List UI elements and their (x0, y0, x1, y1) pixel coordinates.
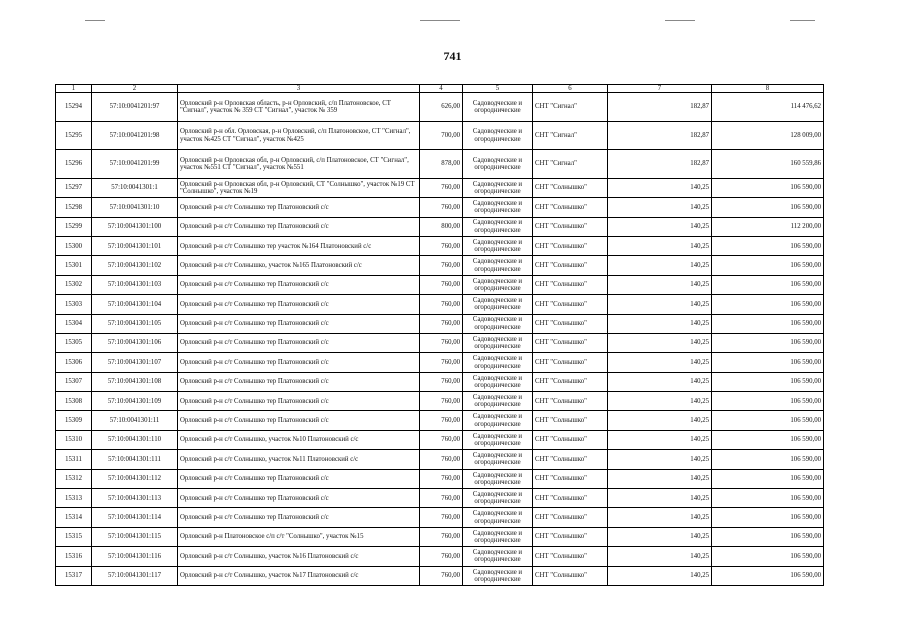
column-header: 1 (56, 85, 92, 93)
cadastral-number: 57:10:0041301:102 (92, 256, 178, 275)
row-number: 15314 (56, 508, 92, 527)
address-cell: Орловский р-н с/т Солнышко тер Платоновский с/с (178, 314, 420, 333)
organization-cell: СНТ "Солнышко" (533, 256, 608, 275)
table-row (56, 314, 824, 333)
address-cell: Орловский р-н с/т Солнышко, участок №16 Платоновский с/с (178, 547, 420, 566)
organization-cell: СНТ "Солнышко" (533, 411, 608, 430)
column-header: 3 (178, 85, 420, 93)
address-cell: Орловский р-н с/т Солнышко тер участок №164 Платоновский с/с (178, 236, 420, 255)
column-header: 8 (712, 85, 824, 93)
organization-cell: СНТ "Солнышко" (533, 489, 608, 508)
table-row (56, 217, 824, 236)
row-number: 15303 (56, 295, 92, 314)
land-use-cell: Садоводческие и огороднические (463, 256, 533, 275)
address-cell: Орловский р-н с/т Солнышко тер Платоновский с/с (178, 198, 420, 217)
row-number: 15310 (56, 430, 92, 449)
address-cell: Орловский р-н с/т Солнышко, участок №10 Платоновский с/с (178, 430, 420, 449)
organization-cell: СНТ "Солнышко" (533, 547, 608, 566)
area-cell: 760,00 (420, 547, 463, 566)
organization-cell: СНТ "Солнышко" (533, 295, 608, 314)
cadastral-value-cell: 106 590,00 (712, 489, 824, 508)
land-use-cell: Садоводческие и огороднические (463, 295, 533, 314)
row-number: 15315 (56, 527, 92, 546)
cadastral-number: 57:10:0041301:10 (92, 198, 178, 217)
cadastral-value-cell: 106 590,00 (712, 372, 824, 391)
row-number: 15305 (56, 333, 92, 352)
area-cell: 760,00 (420, 372, 463, 391)
land-use-cell: Садоводческие и огороднические (463, 121, 533, 150)
cadastral-value-cell: 106 590,00 (712, 198, 824, 217)
organization-cell: СНТ "Сигнал" (533, 150, 608, 179)
cadastral-number: 57:10:0041301:110 (92, 430, 178, 449)
row-number: 15297 (56, 178, 92, 197)
organization-cell: СНТ "Солнышко" (533, 314, 608, 333)
area-cell: 760,00 (420, 508, 463, 527)
cadastral-number: 57:10:0041301:100 (92, 217, 178, 236)
rate-cell: 140,25 (608, 236, 712, 255)
table-row (56, 295, 824, 314)
area-cell: 760,00 (420, 198, 463, 217)
cadastral-number: 57:10:0041201:99 (92, 150, 178, 179)
scan-artifact-line (420, 20, 460, 21)
row-number: 15296 (56, 150, 92, 179)
rate-cell: 140,25 (608, 314, 712, 333)
cadastral-value-cell: 106 590,00 (712, 333, 824, 352)
organization-cell: СНТ "Солнышко" (533, 236, 608, 255)
address-cell: Орловский р-н с/т Солнышко, участок №165 Платоновский с/с (178, 256, 420, 275)
area-cell: 760,00 (420, 256, 463, 275)
address-cell: Орловский р-н с/т Солнышко тер Платоновский с/с (178, 489, 420, 508)
row-number: 15307 (56, 372, 92, 391)
rate-cell: 140,25 (608, 469, 712, 488)
cadastral-number: 57:10:0041301:107 (92, 353, 178, 372)
area-cell: 760,00 (420, 450, 463, 469)
row-number: 15300 (56, 236, 92, 255)
land-registry-table (55, 84, 824, 586)
table-row (56, 150, 824, 179)
address-cell: Орловский р-н с/т Солнышко тер Платоновский с/с (178, 469, 420, 488)
area-cell: 760,00 (420, 527, 463, 546)
address-cell: Орловский р-н обл. Орловская, р-н Орловский, с/п Платоновское, СТ "Сигнал", участок №425 СТ "Сигнал", участок №425 (178, 121, 420, 150)
cadastral-value-cell: 106 590,00 (712, 547, 824, 566)
address-cell: Орловский р-н с/т Солнышко тер Платоновский с/с (178, 353, 420, 372)
cadastral-number: 57:10:0041201:98 (92, 121, 178, 150)
table-row (56, 547, 824, 566)
table-row (56, 489, 824, 508)
organization-cell: СНТ "Солнышко" (533, 508, 608, 527)
table-row (56, 121, 824, 150)
cadastral-number: 57:10:0041301:103 (92, 275, 178, 294)
address-cell: Орловский р-н с/т Солнышко тер Платоновский с/с (178, 372, 420, 391)
rate-cell: 140,25 (608, 547, 712, 566)
rate-cell: 140,25 (608, 508, 712, 527)
land-use-cell: Садоводческие и огороднические (463, 314, 533, 333)
table-row (56, 566, 824, 585)
rate-cell: 140,25 (608, 527, 712, 546)
land-use-cell: Садоводческие и огороднические (463, 372, 533, 391)
cadastral-number: 57:10:0041301:101 (92, 236, 178, 255)
column-header: 6 (533, 85, 608, 93)
land-use-cell: Садоводческие и огороднические (463, 469, 533, 488)
address-cell: Орловский р-н с/т Солнышко тер Платоновский с/с (178, 217, 420, 236)
row-number: 15308 (56, 392, 92, 411)
rate-cell: 140,25 (608, 372, 712, 391)
table-row (56, 508, 824, 527)
rate-cell: 140,25 (608, 217, 712, 236)
table-row (56, 353, 824, 372)
rate-cell: 140,25 (608, 295, 712, 314)
address-cell: Орловский р-н Орловская область, р-н Орловский, с/п Платоновское, СТ "Сигнал", участок № 359 СТ "Сигнал", участок № 359 (178, 93, 420, 122)
rate-cell: 140,25 (608, 198, 712, 217)
cadastral-value-cell: 106 590,00 (712, 392, 824, 411)
land-use-cell: Садоводческие и огороднические (463, 275, 533, 294)
area-cell: 760,00 (420, 566, 463, 585)
land-use-cell: Садоводческие и огороднические (463, 527, 533, 546)
cadastral-number: 57:10:0041301:108 (92, 372, 178, 391)
land-use-cell: Садоводческие и огороднические (463, 411, 533, 430)
area-cell: 760,00 (420, 333, 463, 352)
organization-cell: СНТ "Солнышко" (533, 469, 608, 488)
organization-cell: СНТ "Солнышко" (533, 372, 608, 391)
cadastral-value-cell: 112 200,00 (712, 217, 824, 236)
column-header: 2 (92, 85, 178, 93)
cadastral-value-cell: 114 476,62 (712, 93, 824, 122)
area-cell: 700,00 (420, 121, 463, 150)
rate-cell: 140,25 (608, 353, 712, 372)
table-row (56, 333, 824, 352)
table-row (56, 469, 824, 488)
address-cell: Орловский р-н с/т Солнышко тер Платоновский с/с (178, 411, 420, 430)
land-use-cell: Садоводческие и огороднические (463, 93, 533, 122)
cadastral-value-cell: 160 559,86 (712, 150, 824, 179)
row-number: 15304 (56, 314, 92, 333)
area-cell: 760,00 (420, 392, 463, 411)
area-cell: 760,00 (420, 178, 463, 197)
cadastral-number: 57:10:0041301:116 (92, 547, 178, 566)
rate-cell: 140,25 (608, 566, 712, 585)
cadastral-number: 57:10:0041301:112 (92, 469, 178, 488)
cadastral-value-cell: 106 590,00 (712, 295, 824, 314)
address-cell: Орловский р-н с/т Солнышко, участок №17 Платоновский с/с (178, 566, 420, 585)
cadastral-value-cell: 106 590,00 (712, 178, 824, 197)
scan-artifact-line (665, 20, 695, 21)
organization-cell: СНТ "Сигнал" (533, 93, 608, 122)
column-number-header-row (56, 85, 824, 93)
address-cell: Орловский р-н Орловская обл, р-н Орловский, с/п Платоновское, СТ "Сигнал", участок №551 СТ "Сигнал", участок №551 (178, 150, 420, 179)
rate-cell: 140,25 (608, 256, 712, 275)
rate-cell: 182,87 (608, 121, 712, 150)
cadastral-number: 57:10:0041301:114 (92, 508, 178, 527)
organization-cell: СНТ "Солнышко" (533, 566, 608, 585)
land-use-cell: Садоводческие и огороднические (463, 333, 533, 352)
area-cell: 760,00 (420, 469, 463, 488)
address-cell: Орловский р-н с/т Солнышко тер Платоновский с/с (178, 392, 420, 411)
row-number: 15301 (56, 256, 92, 275)
cadastral-value-cell: 106 590,00 (712, 566, 824, 585)
land-use-cell: Садоводческие и огороднические (463, 392, 533, 411)
cadastral-number: 57:10:0041301:113 (92, 489, 178, 508)
table-row (56, 275, 824, 294)
rate-cell: 140,25 (608, 275, 712, 294)
land-use-cell: Садоводческие и огороднические (463, 150, 533, 179)
cadastral-number: 57:10:0041301:117 (92, 566, 178, 585)
address-cell: Орловский р-н с/т Солнышко тер Платоновский с/с (178, 295, 420, 314)
area-cell: 760,00 (420, 275, 463, 294)
cadastral-number: 57:10:0041301:111 (92, 450, 178, 469)
area-cell: 760,00 (420, 314, 463, 333)
land-use-cell: Садоводческие и огороднические (463, 353, 533, 372)
organization-cell: СНТ "Солнышко" (533, 353, 608, 372)
scan-artifact-line (790, 20, 815, 21)
land-use-cell: Садоводческие и огороднические (463, 198, 533, 217)
table-row (56, 430, 824, 449)
address-cell: Орловский р-н с/т Солнышко тер Платоновский с/с (178, 275, 420, 294)
cadastral-value-cell: 106 590,00 (712, 236, 824, 255)
address-cell: Орловский р-н Орловская обл, р-н Орловский, СТ "Солнышко", участок №19 СТ "Солнышко", участок №19 (178, 178, 420, 197)
cadastral-value-cell: 106 590,00 (712, 527, 824, 546)
column-header: 5 (463, 85, 533, 93)
address-cell: Орловский р-н с/т Солнышко тер Платоновский с/с (178, 508, 420, 527)
row-number: 15294 (56, 93, 92, 122)
area-cell: 760,00 (420, 411, 463, 430)
cadastral-value-cell: 106 590,00 (712, 508, 824, 527)
column-header: 4 (420, 85, 463, 93)
organization-cell: СНТ "Солнышко" (533, 217, 608, 236)
organization-cell: СНТ "Солнышко" (533, 275, 608, 294)
table-row (56, 450, 824, 469)
cadastral-value-cell: 106 590,00 (712, 430, 824, 449)
table-row (56, 178, 824, 197)
rate-cell: 182,87 (608, 150, 712, 179)
row-number: 15312 (56, 469, 92, 488)
land-use-cell: Садоводческие и огороднические (463, 547, 533, 566)
table-row (56, 93, 824, 122)
area-cell: 760,00 (420, 430, 463, 449)
cadastral-number: 57:10:0041301:105 (92, 314, 178, 333)
land-use-cell: Садоводческие и огороднические (463, 430, 533, 449)
address-cell: Орловский р-н Платоновское с/п с/т "Солнышко", участок №15 (178, 527, 420, 546)
land-use-cell: Садоводческие и огороднические (463, 450, 533, 469)
cadastral-value-cell: 106 590,00 (712, 469, 824, 488)
rate-cell: 140,25 (608, 392, 712, 411)
cadastral-value-cell: 128 009,00 (712, 121, 824, 150)
organization-cell: СНТ "Солнышко" (533, 450, 608, 469)
cadastral-value-cell: 106 590,00 (712, 275, 824, 294)
cadastral-value-cell: 106 590,00 (712, 411, 824, 430)
row-number: 15311 (56, 450, 92, 469)
row-number: 15298 (56, 198, 92, 217)
column-header: 7 (608, 85, 712, 93)
row-number: 15306 (56, 353, 92, 372)
table-body (56, 93, 824, 586)
cadastral-number: 57:10:0041301:11 (92, 411, 178, 430)
area-cell: 626,00 (420, 93, 463, 122)
cadastral-number: 57:10:0041301:106 (92, 333, 178, 352)
land-use-cell: Садоводческие и огороднические (463, 489, 533, 508)
area-cell: 878,00 (420, 150, 463, 179)
cadastral-number: 57:10:0041301:104 (92, 295, 178, 314)
cadastral-value-cell: 106 590,00 (712, 353, 824, 372)
area-cell: 760,00 (420, 236, 463, 255)
land-use-cell: Садоводческие и огороднические (463, 217, 533, 236)
cadastral-value-cell: 106 590,00 (712, 314, 824, 333)
table-row (56, 236, 824, 255)
row-number: 15295 (56, 121, 92, 150)
row-number: 15302 (56, 275, 92, 294)
cadastral-value-cell: 106 590,00 (712, 256, 824, 275)
table-row (56, 198, 824, 217)
rate-cell: 182,87 (608, 93, 712, 122)
table-row (56, 372, 824, 391)
table-row (56, 527, 824, 546)
row-number: 15309 (56, 411, 92, 430)
table-row (56, 411, 824, 430)
table-row (56, 392, 824, 411)
rate-cell: 140,25 (608, 411, 712, 430)
organization-cell: СНТ "Солнышко" (533, 333, 608, 352)
cadastral-number: 57:10:0041301:1 (92, 178, 178, 197)
rate-cell: 140,25 (608, 450, 712, 469)
organization-cell: СНТ "Солнышко" (533, 527, 608, 546)
organization-cell: СНТ "Солнышко" (533, 430, 608, 449)
row-number: 15299 (56, 217, 92, 236)
table-row (56, 256, 824, 275)
organization-cell: СНТ "Солнышко" (533, 392, 608, 411)
address-cell: Орловский р-н с/т Солнышко тер Платоновский с/с (178, 333, 420, 352)
organization-cell: СНТ "Солнышко" (533, 198, 608, 217)
address-cell: Орловский р-н с/т Солнышко, участок №11 Платоновский с/с (178, 450, 420, 469)
rate-cell: 140,25 (608, 333, 712, 352)
area-cell: 760,00 (420, 489, 463, 508)
scan-artifact-line (85, 20, 105, 21)
organization-cell: СНТ "Солнышко" (533, 178, 608, 197)
row-number: 15316 (56, 547, 92, 566)
land-use-cell: Садоводческие и огороднические (463, 178, 533, 197)
area-cell: 760,00 (420, 353, 463, 372)
rate-cell: 140,25 (608, 430, 712, 449)
cadastral-number: 57:10:0041301:115 (92, 527, 178, 546)
rate-cell: 140,25 (608, 489, 712, 508)
cadastral-value-cell: 106 590,00 (712, 450, 824, 469)
page-number: 741 (443, 49, 462, 63)
land-use-cell: Садоводческие и огороднические (463, 566, 533, 585)
row-number: 15313 (56, 489, 92, 508)
land-use-cell: Садоводческие и огороднические (463, 236, 533, 255)
rate-cell: 140,25 (608, 178, 712, 197)
organization-cell: СНТ "Сигнал" (533, 121, 608, 150)
area-cell: 800,00 (420, 217, 463, 236)
area-cell: 760,00 (420, 295, 463, 314)
cadastral-number: 57:10:0041201:97 (92, 93, 178, 122)
land-use-cell: Садоводческие и огороднические (463, 508, 533, 527)
cadastral-number: 57:10:0041301:109 (92, 392, 178, 411)
row-number: 15317 (56, 566, 92, 585)
